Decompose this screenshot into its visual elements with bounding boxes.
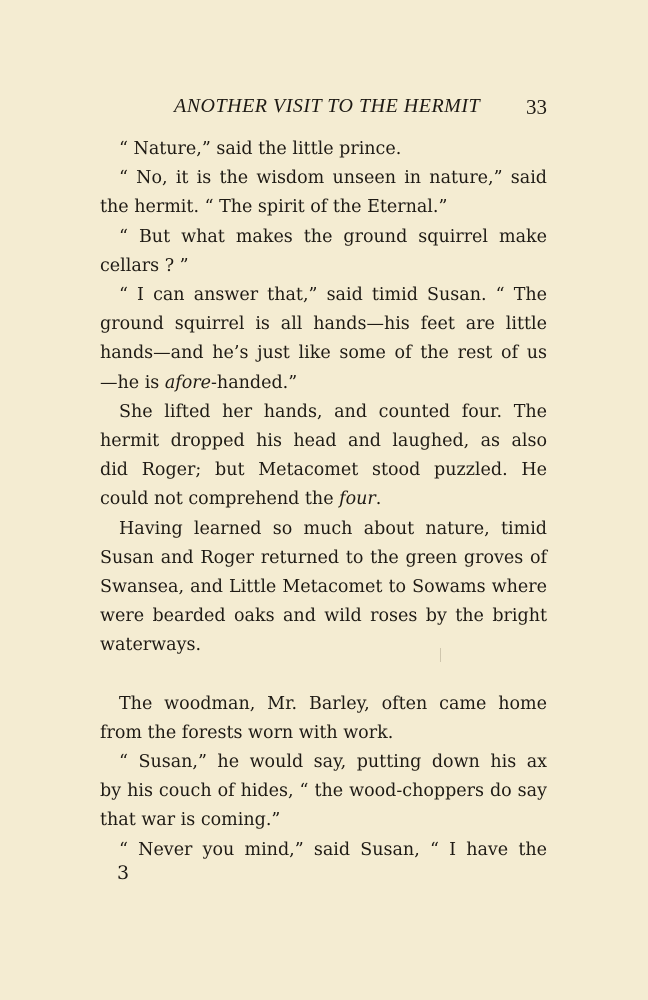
running-title: ANOTHER VISIT TO THE HERMIT <box>174 95 481 117</box>
text-line: waterways. <box>100 635 202 656</box>
text-fragment: . <box>375 489 382 510</box>
text-line <box>100 369 547 398</box>
text-line: Having learned so much about nature, timid <box>119 518 547 539</box>
text-line: were bearded oaks and wild roses by the bright <box>100 606 547 627</box>
text-fragment: —he is <box>100 372 165 393</box>
paragraph-squirrel-question <box>100 223 547 281</box>
text-line: “ I can answer that,” said timid Susan. “ The <box>119 285 547 306</box>
text-line: hermit dropped his head and laughed, as also <box>100 431 547 452</box>
text-line: did Roger; but Metacomet stood puzzled. He <box>100 460 547 481</box>
text-line <box>100 485 547 514</box>
paragraph-nature <box>100 135 547 164</box>
paragraph-woodman <box>100 690 547 748</box>
text-line: ground squirrel is all hands—his feet are little <box>100 314 547 335</box>
text-line: from the forests worn with work. <box>100 722 394 743</box>
text-line: “ Never you mind,” said Susan, “ I have the <box>119 839 547 860</box>
text-line: “ But what makes the ground squirrel make <box>119 226 547 247</box>
page-number: 33 <box>526 95 547 119</box>
body-text <box>100 135 547 865</box>
text-line: “ Nature,” said the little prince. <box>119 139 402 159</box>
paragraph-war-coming <box>100 748 547 836</box>
paragraph-susan-answer <box>100 281 547 398</box>
text-line: “ Susan,” he would say, putting down his ax <box>119 752 547 773</box>
running-head <box>100 95 547 123</box>
text-line: “ No, it is the wisdom unseen in nature,” said <box>119 168 547 189</box>
italic-word: four <box>339 489 376 510</box>
text-line: hands—and he’s just like some of the rest of us <box>100 343 547 364</box>
text-line: by his couch of hides, “ the wood-choppers do say <box>100 781 547 802</box>
text-fragment: -handed.” <box>211 372 298 393</box>
text-line: Swansea, and Little Metacomet to Sowams where <box>100 577 547 598</box>
paragraph-counted-four <box>100 398 547 515</box>
signature-mark: 3 <box>117 862 130 884</box>
paragraph-never-mind <box>100 836 547 865</box>
text-line: that war is coming.” <box>100 810 281 831</box>
text-fragment: could not comprehend the <box>100 489 340 510</box>
paragraph-wisdom <box>100 164 547 222</box>
text-line: The woodman, Mr. Barley, often came home <box>119 693 547 714</box>
text-line: cellars ? ” <box>100 255 189 276</box>
paper-speck <box>440 648 441 662</box>
italic-word: afore <box>164 372 212 393</box>
text-line: the hermit. “ The spirit of the Eternal.” <box>100 197 448 218</box>
text-line: She lifted her hands, and counted four. The <box>119 401 547 422</box>
paragraph-returned <box>100 515 547 661</box>
text-line: Susan and Roger returned to the green groves of <box>100 547 547 568</box>
